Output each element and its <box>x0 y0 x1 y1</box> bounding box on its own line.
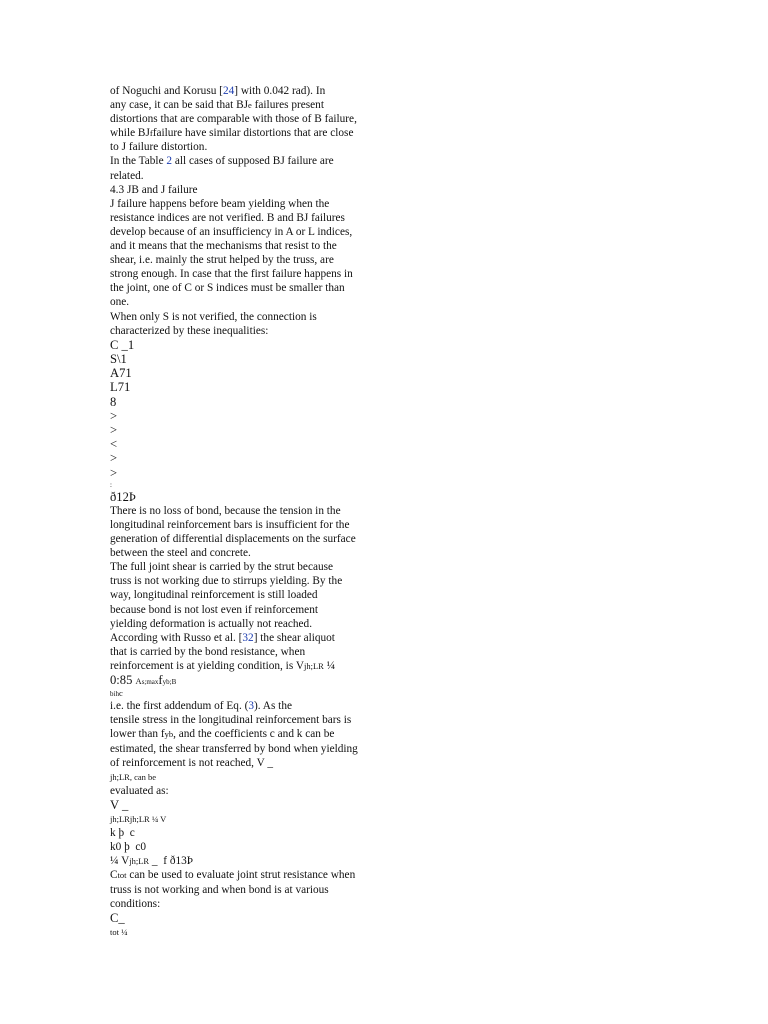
text-line <box>110 423 400 437</box>
text-line <box>110 770 400 784</box>
text-line <box>110 588 400 602</box>
text-line <box>110 211 400 225</box>
text-line <box>110 112 400 126</box>
line-text-continued: ] with 0.042 rad). In <box>234 85 326 97</box>
text-line <box>110 868 400 882</box>
text-line <box>110 225 400 239</box>
text-line <box>110 574 400 588</box>
text-line <box>110 673 400 688</box>
text-line <box>110 183 400 197</box>
line-text: J failure happens before beam yielding when the <box>110 197 330 210</box>
text-line <box>110 911 400 925</box>
text-line <box>110 466 400 480</box>
text-line <box>110 883 400 897</box>
line-text-continued: ). As the <box>254 700 292 713</box>
line-text: < <box>110 437 118 452</box>
text-line <box>110 366 400 380</box>
line-text: > <box>110 451 118 466</box>
line-text-continued: failure have similar distortions that are close <box>152 127 354 140</box>
line-text: estimated, the shear transferred by bond when yielding <box>110 742 358 755</box>
line-text: generation of differential displacements on the surface <box>110 533 356 546</box>
line-text: one. <box>110 296 130 309</box>
line-text: C _1 <box>110 337 135 352</box>
text-line <box>110 560 400 574</box>
subscript-text: jh;LR <box>304 660 324 671</box>
line-text: 4.3 JB and J failure <box>110 183 198 196</box>
subscript-text: f <box>149 128 153 139</box>
text-line <box>110 154 400 168</box>
text-line <box>110 688 400 699</box>
line-text: 0:85 <box>110 673 136 688</box>
text-line <box>110 98 400 112</box>
line-text-continued: ] the shear aliquot <box>253 631 335 644</box>
text-line <box>110 756 400 770</box>
text-line <box>110 409 400 423</box>
line-text-continued: failures present <box>251 99 324 112</box>
line-text: and it means that the mechanisms that resist to the <box>110 240 337 253</box>
text-line <box>110 126 400 140</box>
line-text: because bond is not lost even if reinforcement <box>110 603 318 616</box>
document-body <box>110 84 400 939</box>
line-text-continued: all cases of supposed BJ failure are <box>172 155 334 168</box>
line-text: to J failure distortion. <box>110 141 208 154</box>
line-text: the joint, one of C or S indices must be smaller than <box>110 282 345 295</box>
line-text: between the steel and concrete. <box>110 547 251 560</box>
line-text: There is no loss of bond, because the tension in the <box>110 504 341 517</box>
line-text: truss is not working due to stirrups yielding. By the <box>110 575 343 588</box>
line-text: > <box>110 422 118 437</box>
line-text-continued: , and the coefficients c and k can be <box>173 728 335 741</box>
subscript-text: jh;LR <box>129 856 150 867</box>
text-line <box>110 490 400 504</box>
text-line <box>110 395 400 409</box>
line-text-continued: ¼ V <box>149 814 167 825</box>
line-text: ¼ V <box>110 855 130 868</box>
line-text: reinforcement is at yielding condition, is V <box>110 659 304 672</box>
text-line <box>110 699 400 713</box>
line-text: strong enough. In case that the first failure happens in <box>110 268 353 281</box>
text-line <box>110 380 400 394</box>
line-text: L71 <box>110 380 131 395</box>
line-text: truss is not working and when bond is at various <box>110 883 329 896</box>
line-text: A71 <box>110 366 132 381</box>
text-line <box>110 631 400 645</box>
line-text: According with Russo et al. [ <box>110 631 243 644</box>
line-text: while BJ <box>110 127 150 140</box>
reference-link[interactable]: 24 <box>222 85 235 97</box>
line-text: k þ c <box>110 827 135 840</box>
text-line <box>110 798 400 812</box>
formula-fragment: yb;B <box>162 678 177 687</box>
subscript-text: e <box>248 100 252 111</box>
line-text-continued: can be used to evaluate joint strut resistance when <box>126 869 356 882</box>
line-text: When only S is not verified, the connection is <box>110 310 317 323</box>
text-line <box>110 239 400 253</box>
line-text: tot <box>110 926 119 937</box>
text-line <box>110 546 400 560</box>
text-line <box>110 854 400 868</box>
text-line <box>110 267 400 281</box>
line-text: yielding deformation is actually not reached. <box>110 617 313 630</box>
text-line <box>110 812 400 826</box>
formula-fragment: s;max <box>141 678 159 687</box>
text-line <box>110 617 400 631</box>
line-text: resistance indices are not verified. B and BJ failures <box>110 211 345 224</box>
line-text: S\1 <box>110 351 127 366</box>
text-line <box>110 925 400 939</box>
line-text: The full joint shear is carried by the strut because <box>110 561 334 574</box>
line-text: jh;LR <box>110 771 130 782</box>
line-text: bih <box>110 690 119 699</box>
line-text: k0 þ c0 <box>110 841 147 854</box>
subscript-text: c <box>118 688 123 699</box>
reference-link[interactable]: 32 <box>242 631 254 644</box>
line-text: > <box>110 408 118 423</box>
line-text: evaluated as: <box>110 784 169 797</box>
line-text: characterized by these inequalities: <box>110 324 269 337</box>
line-text: of Noguchi and Korusu [ <box>110 85 223 97</box>
line-text: In the Table <box>110 155 167 168</box>
line-text: conditions: <box>110 897 161 910</box>
line-text: C_ <box>110 910 125 925</box>
subscript-text: tot <box>117 870 127 881</box>
line-text: V _ <box>110 797 129 812</box>
text-line <box>110 197 400 211</box>
line-text: C <box>110 869 118 882</box>
line-text: related. <box>110 169 144 182</box>
text-line <box>110 437 400 451</box>
text-line <box>110 480 400 490</box>
text-line <box>110 84 400 98</box>
line-text: longitudinal reinforcement bars is insufficient for the <box>110 519 350 532</box>
text-line <box>110 295 400 309</box>
line-text: develop because of an insufficiency in A or L indices, <box>110 225 353 238</box>
reference-link[interactable]: 2 <box>166 155 173 168</box>
line-text: of reinforcement is not reached, V _ <box>110 756 274 769</box>
text-line <box>110 169 400 183</box>
line-text: that is carried by the bond resistance, when <box>110 645 306 658</box>
text-line <box>110 504 400 518</box>
line-text: > <box>110 465 118 480</box>
line-text: distortions that are comparable with those of B failure, <box>110 113 357 126</box>
text-line <box>110 603 400 617</box>
line-text-continued: ¼ <box>118 926 128 937</box>
text-line <box>110 826 400 840</box>
line-text: any case, it can be said that BJ <box>110 99 249 112</box>
text-line <box>110 281 400 295</box>
text-line <box>110 140 400 154</box>
text-line <box>110 840 400 854</box>
text-line <box>110 352 400 366</box>
line-text: tensile stress in the longitudinal reinforcement bars is <box>110 714 352 727</box>
line-text: jh;LR <box>110 814 130 825</box>
text-line <box>110 451 400 465</box>
line-text: lower than f <box>110 728 165 741</box>
text-line <box>110 659 400 673</box>
text-line <box>110 253 400 267</box>
subscript-text: yb <box>164 729 174 740</box>
line-text-continued: ¼ <box>323 659 336 672</box>
text-line <box>110 784 400 798</box>
line-text: ð12Þ <box>110 489 136 504</box>
line-text: 8 <box>110 394 117 409</box>
line-text-continued: _ f ð13Þ <box>149 855 194 868</box>
subscript-text: A <box>135 676 142 687</box>
text-line <box>110 338 400 352</box>
subscript-text: jh;LR <box>129 814 150 825</box>
reference-link[interactable]: 3 <box>248 700 255 713</box>
text-line <box>110 532 400 546</box>
line-text-continued: , can be <box>129 771 157 782</box>
line-text: way, longitudinal reinforcement is still loaded <box>110 589 318 602</box>
text-line <box>110 742 400 756</box>
text-line <box>110 897 400 911</box>
text-line <box>110 713 400 727</box>
line-text: : <box>110 480 112 489</box>
line-text: i.e. the first addendum of Eq. ( <box>110 700 249 713</box>
text-line <box>110 324 400 338</box>
text-line <box>110 645 400 659</box>
line-text: shear, i.e. mainly the strut helped by the truss, are <box>110 254 334 267</box>
text-line <box>110 727 400 741</box>
formula-fragment: f <box>158 673 163 688</box>
text-line <box>110 518 400 532</box>
text-line <box>110 310 400 324</box>
